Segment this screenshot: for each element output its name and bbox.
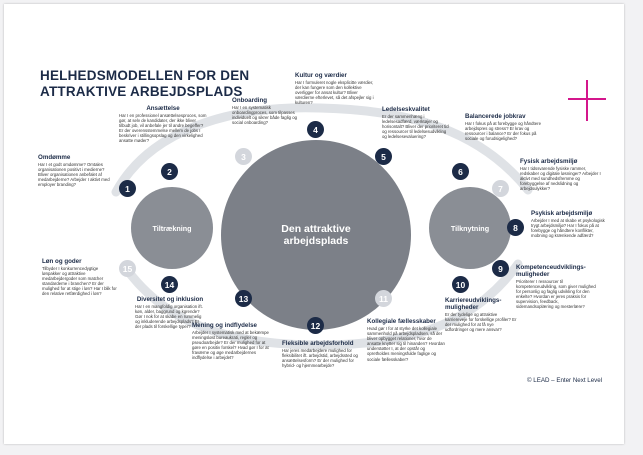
step-5-heading: Ledelseskvalitet (382, 106, 430, 113)
retention-circle (429, 187, 511, 269)
step-9-badge: 9 (492, 260, 509, 277)
step-1-text (38, 154, 116, 187)
step-10-body: Er der tydelige og attraktive karriereveje for forskellige profiler? Er der mulighed for at få nye udfordringer og mere ansvar? (445, 312, 517, 333)
step-3-text (232, 97, 302, 125)
step-11-body: Hvad gør I for at styrke det kollegiale sammenhold på arbejdspladsen, så der bliver opbygget relationer, hvor de ansatte knytter sig til hinanden? Hvordan understøtter I, at der opstår og opretholdes meningsfulde faglige og sociale fællesskaber? (367, 326, 445, 362)
step-15-text (42, 258, 118, 297)
step-6-body: Har I fokus på at forebygge og håndtere arbejdspres og stress? Er krav og ressourcer i balance? Er der fokus på sociale og forudsigelighed? (465, 121, 541, 142)
step-15-heading: Løn og goder (42, 258, 82, 265)
step-12-badge: 12 (307, 317, 324, 334)
step-14-text (135, 296, 205, 329)
step-5-body: Er der sammenhæng i ledelsesadfærd, værktøjer og horisontalt? Bliver der prioriteret tid og ressourcer til ledelsesudvikling og ledelsesevaluering? (382, 114, 449, 140)
step-7-heading: Fysisk arbejdsmiljø (520, 158, 578, 165)
step-1-badge: 1 (119, 180, 136, 197)
step-3-badge: 3 (235, 148, 252, 165)
center-label: Den attraktive arbejdsplads (281, 223, 351, 247)
step-7-badge: 7 (492, 180, 509, 197)
step-14-heading: Diversitet og inklusion (136, 296, 204, 303)
step-13-body: Arbejder I systematisk med at bekæmpe meningsløst bureaukrati, regler og pseudoarbejde? Er der mulighed for at gøre en positiv forskel? Hvad gør I for at fraværne og øge medarbejdernes indflydelse i arbejdet? (192, 330, 269, 361)
step-7-text (520, 158, 605, 191)
step-6-text (465, 113, 550, 141)
step-6-heading: Balancerede jobkrav (465, 113, 526, 120)
step-9-heading: Kompetenceudviklings-muligheder (516, 264, 586, 278)
step-2-badge: 2 (161, 163, 178, 180)
step-8-heading: Psykisk arbejdsmiljø (531, 210, 593, 217)
step-12-text (282, 340, 364, 368)
attraction-circle (131, 187, 213, 269)
step-4-body: Har I formuleret nogle eksplicitte værdier, der kan fungere som den kollektive overligger for ansat kultur? Bliver værdierne efterlevet, så det afspejler sig i kulturen? (295, 80, 374, 106)
retention-label: Tilknytning (450, 223, 490, 233)
step-6-badge: 6 (452, 163, 469, 180)
step-4-heading: Kultur og værdier (295, 72, 347, 79)
step-10-text (445, 297, 517, 332)
step-12-heading: Fleksible arbejdsforhold (282, 340, 354, 347)
title-line-2: ATTRAKTIVE ARBEJDSPLADS (40, 84, 243, 99)
step-15-badge: 15 (119, 260, 136, 277)
step-7-body: Har I tidssvarende fysiske rammer, redskaber og digitale løsninger? Arbejder I aktivt med sundhedsfremme og forebyggelse af nedslidning og arbejdsulykker? (520, 166, 601, 192)
step-5-text (382, 106, 452, 139)
step-2-text (119, 105, 207, 144)
logo-mark (568, 80, 606, 121)
copyright-text: © LEAD – Enter Next Level (527, 377, 603, 384)
step-2-body: Har I en professionel ansættelsesproces, som gør, at selv de kandidater, der ikke bliver tilbudt job, vil anbefale jer til andre begeffer? Er der overensstemmelse mellem de jobs I beskriver i stillingsopslag og den virkelighed ansatte møder? (119, 113, 207, 144)
page-title (40, 68, 300, 100)
step-9-text (516, 264, 596, 310)
step-5-badge: 5 (375, 148, 392, 165)
step-8-badge: 8 (507, 219, 524, 236)
step-1-heading: Omdømme (38, 154, 71, 161)
step-8-text (531, 210, 611, 238)
step-4-badge: 4 (307, 121, 324, 138)
attraction-label: Tiltrækning (152, 223, 192, 233)
title-line-1: HELHEDSMODELLEN FOR DEN (40, 68, 250, 83)
step-13-heading: Mening og indflydelse (192, 322, 257, 329)
step-15-body: Tilbyder I konkurrencedygtige lønpakker og attraktive medarbejdergoder som matcher standarderne i branchen? Er der mulighed for at stige i løn? Har I blik for den relative retfærdighed i løn? (42, 266, 117, 297)
step-11-heading: Kollegiale fællesskaber (367, 318, 436, 325)
step-3-body: Har I en systematisk onboardingproces, som tilpasses individuelt og sikrer både faglig og social onboarding? (232, 105, 297, 126)
step-4-text (295, 72, 375, 105)
step-13-badge: 13 (235, 290, 252, 307)
step-3-heading: Onboarding (232, 97, 268, 104)
step-11-badge: 11 (375, 290, 392, 307)
step-10-heading: Karriereudviklings-muligheder (445, 297, 502, 311)
step-10-badge: 10 (452, 276, 469, 293)
step-14-body: Har I en mangfoldig organisation ift. køn, alder, baggrund og kgrende? Gør I nok for at skabe en rummelig og inkluderende arbejdsplads? Er der plads til forskellige typer? (135, 304, 203, 330)
step-11-text (367, 318, 445, 362)
step-14-badge: 14 (161, 276, 178, 293)
step-1-body: Har I et godt omdømme? Omtales organisationen positivt i medierne? Bliver organisationen anbefalet af medarbejderne? Arbejder I aktivt med employer branding? (38, 162, 110, 188)
step-12-body: Har jeres medarbejdere mulighed for fleksibilitet ift. arbejdstid, arbejdssted og ansættelsesform? Er der mulighed for hybrid- og hjemmearbejde? (282, 348, 358, 369)
step-8-body: Arbejder I med at skabe et psykologisk trygt arbejdsmiljø? Har I fokus på at forebygge og håndtere konflikter, mobning og krænkende adfærd? (531, 218, 605, 239)
step-2-heading: Ansættelse (146, 105, 180, 112)
step-9-body: Prioriterer I ressourcer til kompetenceudvikling, som giver mulighed for personlig og faglig udvikling for den enkelte? Hvordan er jeres praksis for supervision, feedback, sidemandsoplæring og mesterlære? (516, 279, 596, 310)
